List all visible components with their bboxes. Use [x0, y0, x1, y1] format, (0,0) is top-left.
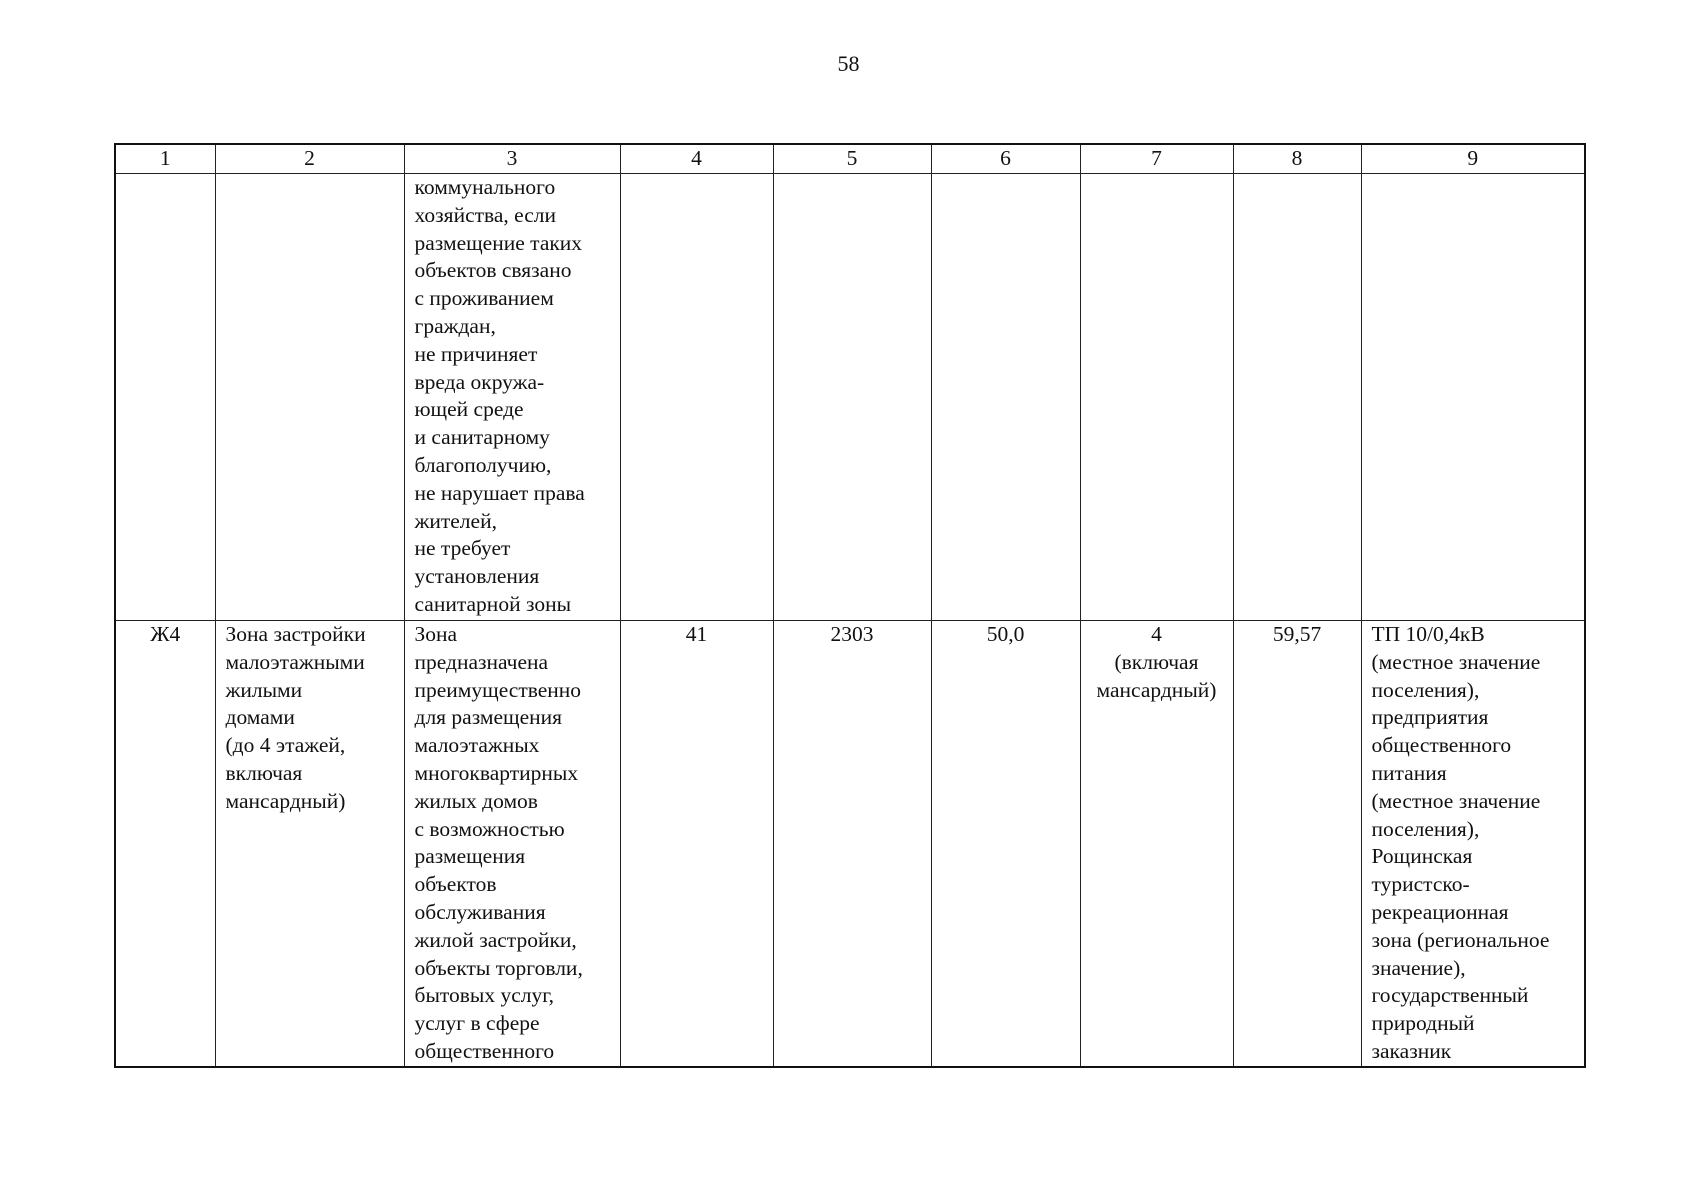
cell-text-line: включая	[225, 760, 303, 785]
cell-text-line: общественного	[414, 1038, 555, 1063]
cell-text-line: с возможностью	[414, 816, 565, 841]
header-cell: 1	[115, 144, 215, 174]
table-row	[115, 621, 1585, 1068]
table-cell	[1233, 174, 1361, 621]
cell-text-line: предприятия	[1371, 705, 1489, 730]
cell-text-line: размещения	[414, 844, 526, 869]
table-cell: 2303	[773, 621, 931, 1068]
table-cell	[620, 174, 773, 621]
cell-text-line: малоэтажными	[225, 649, 365, 674]
header-cell: 3	[404, 144, 620, 174]
cell-text-line: ТП 10/0,4кВ	[1371, 622, 1485, 646]
cell-text-line: не требует	[414, 536, 511, 561]
cell-text-line: ющей среде	[414, 397, 524, 422]
cell-text-line: зона (региональное	[1371, 927, 1550, 952]
table-cell	[115, 174, 215, 621]
cell-text-line: не нарушает права	[414, 480, 585, 505]
cell-text-line: общественного	[1371, 733, 1512, 758]
continued-purpose-cell	[404, 174, 620, 621]
header-cell: 6	[931, 144, 1080, 174]
cell-text-line: коммунального	[414, 175, 556, 199]
cell-text-line: предназначена	[414, 649, 549, 674]
cell-text-line: Зона	[414, 622, 458, 646]
zone-floors-cell	[1080, 621, 1233, 1068]
cell-text-line: с проживанием	[414, 286, 554, 311]
cell-text-line: услуг в сфере	[414, 1011, 540, 1036]
header-cell: 8	[1233, 144, 1361, 174]
cell-text-line: значение),	[1371, 955, 1466, 980]
cell-text-line: рекреационная	[1371, 899, 1509, 924]
zone-purpose-cell	[404, 621, 620, 1068]
cell-text-line: граждан,	[414, 313, 496, 338]
table-cell: 41	[620, 621, 773, 1068]
cell-text-line: установления	[414, 564, 540, 589]
cell-text-line: питания	[1371, 760, 1447, 785]
zone-code-cell: Ж4	[115, 621, 215, 1068]
cell-text-line: Рощинская	[1371, 844, 1473, 869]
table-row	[115, 174, 1585, 621]
table-cell	[773, 174, 931, 621]
header-cell: 9	[1361, 144, 1585, 174]
cell-text-line: домами	[225, 705, 295, 730]
header-cell: 5	[773, 144, 931, 174]
cell-text-line: обслуживания	[414, 899, 546, 924]
table-cell	[931, 174, 1080, 621]
table-cell: 59,57	[1233, 621, 1361, 1068]
cell-text-line: малоэтажных	[414, 733, 540, 758]
cell-text-line: не причиняет	[414, 341, 538, 366]
cell-text-line: санитарной зоны	[414, 591, 572, 616]
cell-text-line: туристско-	[1371, 872, 1470, 897]
table-cell	[1361, 174, 1585, 621]
header-cell: 2	[215, 144, 404, 174]
cell-text-line: бытовых услуг,	[414, 983, 555, 1008]
cell-text-line: природный	[1371, 1011, 1475, 1036]
header-cell: 4	[620, 144, 773, 174]
cell-text-line: объекты торговли,	[414, 955, 583, 980]
header-cell: 7	[1080, 144, 1233, 174]
cell-text-line: и санитарному	[414, 425, 550, 450]
table-cell: 50,0	[931, 621, 1080, 1068]
cell-text-line: (местное значение	[1371, 788, 1541, 813]
zone-objects-cell	[1361, 621, 1585, 1068]
table-cell	[215, 174, 404, 621]
cell-text-line: поселения),	[1371, 816, 1480, 841]
cell-text-line: жилых домов	[414, 788, 538, 813]
page-number: 58	[837, 51, 860, 76]
cell-text-line: (местное значение	[1371, 649, 1541, 674]
cell-text-line: 4	[1151, 622, 1162, 646]
table-cell	[1080, 174, 1233, 621]
zone-name-cell	[215, 621, 404, 1068]
cell-text-line: государственный	[1371, 983, 1529, 1008]
cell-text-line: для размещения	[414, 705, 563, 730]
cell-text-line: жилой застройки,	[414, 927, 577, 952]
cell-text-line: жилыми	[225, 677, 303, 702]
cell-text-line: мансардный)	[225, 788, 346, 813]
table-header-row	[115, 144, 1585, 174]
cell-text-line: жителей,	[414, 508, 497, 533]
cell-text-line: поселения),	[1371, 677, 1480, 702]
cell-text-line: объектов связано	[414, 258, 572, 283]
cell-text-line: Зона застройки	[225, 622, 366, 646]
cell-text-line: преимущественно	[414, 677, 582, 702]
cell-text-line: объектов	[414, 872, 497, 897]
cell-text-line: мансардный)	[1096, 677, 1217, 702]
cell-text-line: хозяйства, если	[414, 202, 557, 227]
cell-text-line: (до 4 этажей,	[225, 733, 346, 758]
zoning-table	[114, 143, 1586, 1068]
cell-text-line: (включая	[1114, 649, 1199, 674]
cell-text-line: заказник	[1371, 1038, 1452, 1063]
cell-text-line: вреда окружа-	[414, 369, 545, 394]
cell-text-line: многоквартирных	[414, 760, 579, 785]
cell-text-line: размещение таких	[414, 230, 583, 255]
cell-text-line: благополучию,	[414, 452, 552, 477]
